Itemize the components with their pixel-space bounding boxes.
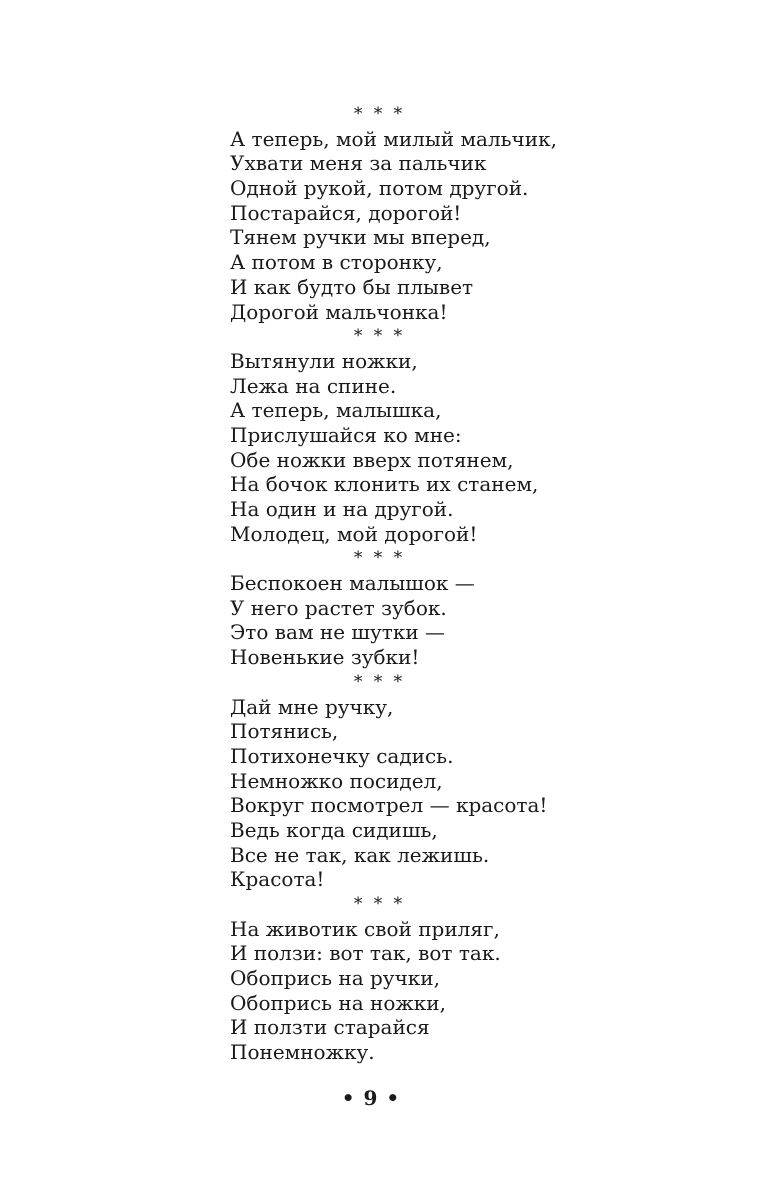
poem-text xyxy=(230,102,650,1065)
stanza-separator: * * * xyxy=(353,894,406,914)
poem-line: И ползти старайся xyxy=(230,1015,430,1040)
stanza-3 xyxy=(230,546,650,669)
stanza-2 xyxy=(230,324,650,546)
poem-line: Вокруг посмотрел — красота! xyxy=(230,793,548,818)
poem-line: Обопрись на ножки, xyxy=(230,990,446,1015)
poem-line: А теперь, мой милый мальчик, xyxy=(230,126,557,151)
poem-line: Ухвати меня за пальчик xyxy=(230,151,487,176)
poem-line: На один и на другой. xyxy=(230,497,454,521)
poem-line: А теперь, малышка, xyxy=(230,398,442,423)
poem-line: Одной рукой, потом другой. xyxy=(230,176,529,201)
page-number: • 9 • xyxy=(341,1086,401,1110)
stanza-separator: * * * xyxy=(353,548,406,569)
poem-line: Прислушайся ко мне: xyxy=(230,422,462,447)
poem-line: Беспокоен малышок — xyxy=(230,571,475,596)
poem-line: Красота! xyxy=(230,867,325,892)
stanza-5 xyxy=(230,892,650,1065)
poem-line: Вытянули ножки, xyxy=(230,348,418,373)
poem-line: А потом в сторонку, xyxy=(230,250,443,275)
poem-line: На бочок клонить их станем, xyxy=(230,472,539,497)
poem-line: И как будто бы плывет xyxy=(230,274,474,299)
poem-line: Все не так, как лежишь. xyxy=(230,842,490,867)
poem-line: Молодец, мой дорогой! xyxy=(230,521,478,546)
poem-line: Постарайся, дорогой! xyxy=(230,200,462,225)
poem-line: Это вам не шутки — xyxy=(230,620,445,645)
poem-line: Немножко посидел, xyxy=(230,768,443,793)
stanza-1 xyxy=(230,102,650,324)
poem-line: Новенькие зубки! xyxy=(230,645,420,670)
stanza-separator: * * * xyxy=(353,671,406,692)
poem-line: У него растет зубок. xyxy=(230,595,447,620)
stanza-separator: * * * xyxy=(353,326,406,347)
poem-line: Потянись, xyxy=(230,719,339,744)
poem-line: Потихонечку садись. xyxy=(230,743,454,768)
poem-line: Ведь когда сидишь, xyxy=(230,817,438,842)
poem-line: Понемножку. xyxy=(230,1040,375,1065)
poem-line: Лежа на спине. xyxy=(230,373,397,398)
poem-line: И ползи: вот так, вот так. xyxy=(230,941,501,966)
poem-line: Обе ножки вверх потянем, xyxy=(230,447,514,472)
poem-line: Тянем ручки мы вперед, xyxy=(230,225,491,250)
poem-line: Дай мне ручку, xyxy=(230,694,394,719)
poem-line: Дорогой мальчонка! xyxy=(230,299,448,324)
stanza-separator: * * * xyxy=(353,104,406,124)
poem-line: На животик свой приляг, xyxy=(230,916,500,941)
poem-line: Обопрись на ручки, xyxy=(230,966,440,991)
stanza-4 xyxy=(230,670,650,892)
